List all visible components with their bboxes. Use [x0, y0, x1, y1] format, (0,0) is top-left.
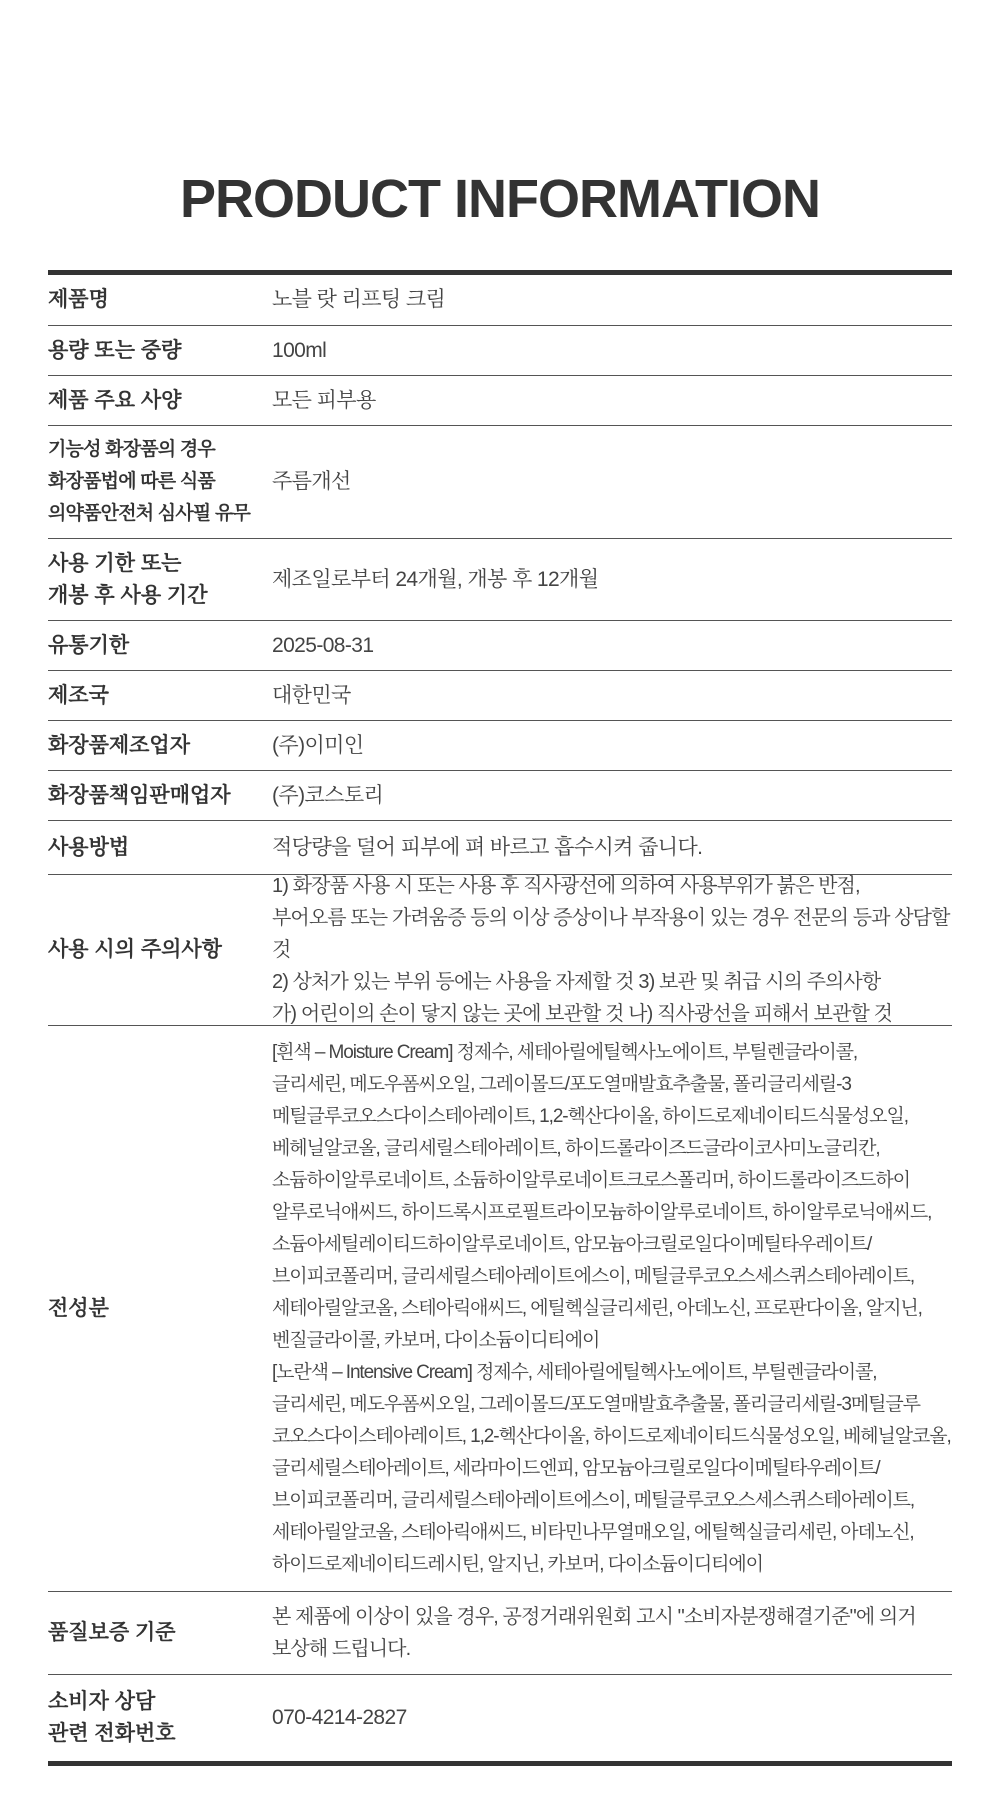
row-label: 품질보증 기준: [48, 1621, 176, 1644]
row-label: 사용 시의 주의사항: [48, 938, 222, 961]
row-value: 제조일로부터 24개월, 개봉 후 12개월: [272, 567, 599, 591]
row-label: 제품명: [48, 288, 109, 311]
table-row: [48, 1026, 952, 1592]
table-row: [48, 875, 952, 1026]
row-label: 기능성 화장품의 경우 화장품법에 따른 식품 의약품안전처 심사필 유무: [48, 439, 251, 524]
row-label: 사용방법: [48, 835, 130, 859]
row-value: (주)이미인: [272, 733, 364, 757]
row-value: 본 제품에 이상이 있을 경우, 공정거래위원회 고시 "소비자분쟁해결기준"에 의거 보상해 드립니다.: [272, 1606, 916, 1660]
table-row: [48, 721, 952, 771]
row-label: 화장품책임판매업자: [48, 783, 231, 807]
row-value: (주)코스토리: [272, 783, 384, 807]
table-row: [48, 771, 952, 821]
row-label: 화장품제조업자: [48, 733, 191, 757]
row-label: 사용 기한 또는 개봉 후 사용 기간: [48, 551, 208, 607]
row-value: 노블 랏 리프팅 크림: [272, 288, 446, 311]
page-title: PRODUCT INFORMATION: [180, 169, 820, 229]
row-value: 주름개선: [272, 470, 351, 493]
row-value: 2025-08-31: [272, 633, 374, 657]
row-label: 유통기한: [48, 633, 130, 657]
table-row: [48, 376, 952, 426]
table-row: [48, 1675, 952, 1761]
table-row: [48, 539, 952, 621]
row-value: 모든 피부용: [272, 388, 376, 412]
row-value: 적당량을 덜어 피부에 펴 바르고 흡수시켜 줍니다.: [272, 835, 703, 859]
row-label: 소비자 상담 관련 전화번호: [48, 1690, 176, 1745]
row-label: 전성분: [48, 1296, 109, 1320]
row-label: 용량 또는 중량: [48, 338, 182, 362]
row-label: 제품 주요 사양: [48, 388, 182, 412]
row-value: 070-4214-2827: [272, 1706, 407, 1729]
table-row: [48, 275, 952, 326]
table-row: [48, 1592, 952, 1675]
row-value: 1) 화장품 사용 시 또는 사용 후 직사광선에 의하여 사용부위가 붉은 반점, 부어오름 또는 가려움증 등의 이상 증상이나 부작용이 있는 경우 전문의 등과 상담할 것 2) 상처가 있는 부위 등에는 사용을 자제할 것 3) 보관 및 취급 시의 주의사항 가) 어린이의 손이 닿지 않는 곳에 보관할 것 나) 직사광선을 피해서 보관할 것: [272, 875, 950, 1025]
table-row: [48, 426, 952, 539]
row-label: 제조국: [48, 683, 109, 707]
row-value: [흰색 – Moisture Cream] 정제수, 세테아릴에틸헥사노에이트, 부틸렌글라이콜, 글리세린, 메도우폼씨오일, 그레이몰드/포도열매발효추출물, 폴리글리세릴-3 메틸글루코오스다이스테아레이트, 1,2-헥산다이올, 하이드로제네이티드식물성오일, 베헤닐알코올, 글리세릴스테아레이트, 하이드롤라이즈드글라이코사미노글리칸, 소듐하이알루로네이트, 소듐하이알루로네이트크로스폴리머, 하이드롤라이즈드하이 알루로닉애씨드, 하이드록시프로필트라이모늄하이알루로네이트, 하이알루로닉애씨드, 소듐아세틸레이티드하이알루로네이트, 암모늄아크릴로일다이메틸타우레이트/ 브이피코폴리머, 글리세릴스테아레이트에스이, 메틸글루코오스세스퀴스테아레이트, 세테아릴알코올, 스테아릭애씨드, 에틸헥실글리세린, 아데노신, 프로판다이올, 알지닌, 벤질글라이콜, 카보머, 다이소듐이디티에이 [노란색 – Intensive Cream] 정제수, 세테아릴에틸헥사노에이트, 부틸렌글라이콜, 글리세린, 메도우폼씨오일, 그레이몰드/포도열매발효추출물, 폴리글리세릴-3메틸글루 코오스다이스테아레이트, 1,2-헥산다이올, 하이드로제네이티드식물성오일, 베헤닐알코올, 글리세릴스테아레이트, 세라마이드엔피, 암모늄아크릴로일다이메틸타우레이트/ 브이피코폴리머, 글리세릴스테아레이트에스이, 메틸글루코오스세스퀴스테아레이트, 세테아릴알코올, 스테아릭애씨드, 비타민나무열매오일, 에틸헥실글리세린, 아데노신, 하이드로제네이티드레시틴, 알지닌, 카보머, 다이소듐이디티에이: [272, 1041, 951, 1575]
table-row: [48, 821, 952, 875]
row-value: 100ml: [272, 338, 327, 362]
table-row: [48, 671, 952, 721]
table-row: [48, 326, 952, 376]
row-value: 대한민국: [272, 683, 351, 707]
table-row: [48, 621, 952, 671]
product-info-table: [48, 270, 952, 1766]
